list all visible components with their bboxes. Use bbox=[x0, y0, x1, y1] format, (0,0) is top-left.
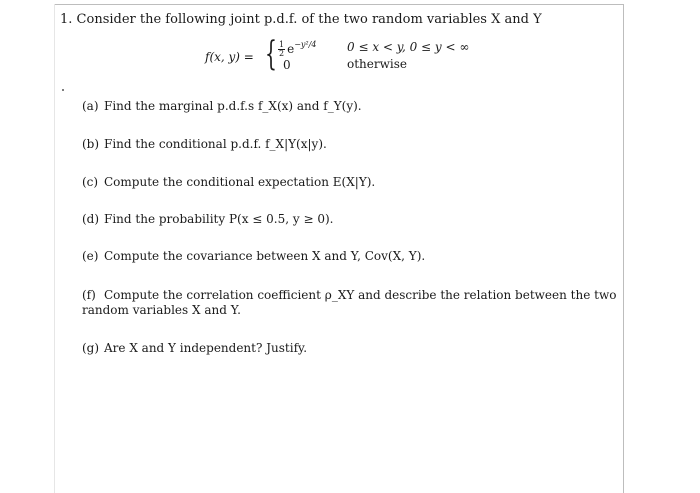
formula-case-2: 0 bbox=[283, 58, 291, 72]
page-top-border bbox=[54, 4, 624, 5]
question-number: 1. bbox=[60, 12, 73, 27]
part-c bbox=[82, 175, 642, 190]
formula-lhs: f(x, y) = bbox=[205, 50, 254, 64]
part-label: (c) bbox=[82, 175, 99, 189]
part-g bbox=[82, 341, 642, 356]
part-label: (f) bbox=[82, 288, 96, 302]
fraction-denominator: 2 bbox=[279, 49, 285, 58]
question-intro: Consider the following joint p.d.f. of the two random variables X and Y bbox=[76, 12, 542, 27]
part-label: (g) bbox=[82, 341, 100, 355]
part-label: (d) bbox=[82, 212, 100, 226]
part-f bbox=[82, 288, 627, 318]
part-text: Compute the conditional expectation E(X|Y). bbox=[104, 175, 376, 189]
formula-exp-base: e bbox=[287, 42, 295, 56]
formula-fraction bbox=[278, 41, 285, 58]
part-text: Find the probability P(x ≤ 0.5, y ≥ 0). bbox=[104, 212, 334, 226]
part-a bbox=[82, 99, 642, 114]
part-label: (b) bbox=[82, 137, 100, 151]
formula-condition-2: otherwise bbox=[347, 57, 407, 71]
page-left-border bbox=[54, 4, 55, 493]
formula-case-1 bbox=[278, 40, 316, 58]
formula-brace: { bbox=[265, 34, 277, 74]
part-text: Are X and Y independent? Justify. bbox=[104, 341, 308, 355]
question-heading bbox=[60, 12, 542, 27]
formula-condition-1: 0 ≤ x < y, 0 ≤ y < ∞ bbox=[347, 40, 470, 54]
formula-exponent: −y²/4 bbox=[294, 40, 317, 49]
part-text: Compute the correlation coefficient ρ_XY and describe the relation between the two random variables X and Y. bbox=[82, 288, 617, 317]
part-label: (e) bbox=[82, 249, 99, 263]
part-b bbox=[82, 137, 642, 152]
part-text: Find the marginal p.d.f.s f_X(x) and f_Y(y). bbox=[104, 99, 362, 113]
part-text: Find the conditional p.d.f. f_X|Y(x|y). bbox=[104, 137, 327, 151]
part-text: Compute the covariance between X and Y, Cov(X, Y). bbox=[104, 249, 426, 263]
part-label: (a) bbox=[82, 99, 99, 113]
part-d bbox=[82, 212, 642, 227]
part-e bbox=[82, 249, 642, 264]
fraction-numerator: 1 bbox=[279, 40, 285, 49]
stray-dot bbox=[62, 89, 64, 91]
